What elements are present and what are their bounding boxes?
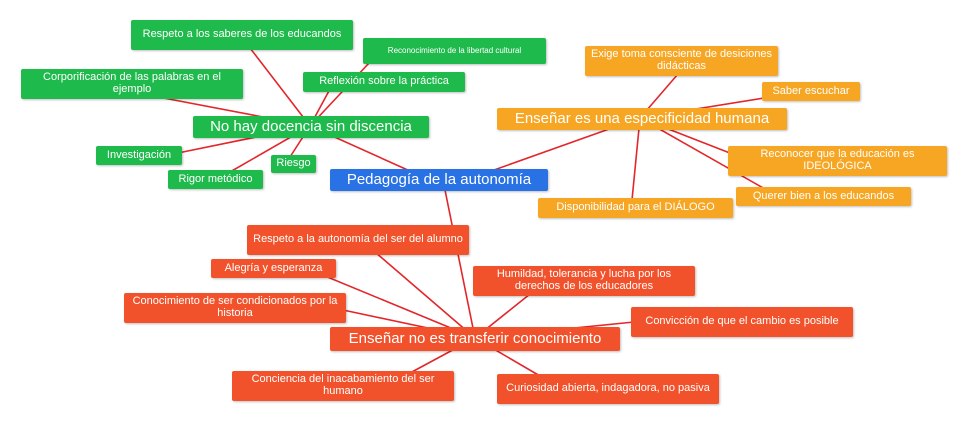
leaf-corporificacion[interactable]: Corporificación de las palabras en el ejemplo — [21, 69, 243, 99]
leaf-saber-escuchar[interactable]: Saber escuchar — [762, 82, 860, 101]
leaf-reflexion[interactable]: Reflexión sobre la práctica — [303, 72, 465, 92]
leaf-curiosidad[interactable]: Curiosidad abierta, indagadora, no pasiva — [497, 374, 719, 404]
leaf-cambio-posible[interactable]: Convicción de que el cambio es posible — [631, 307, 853, 337]
leaf-respeto-autonomia[interactable]: Respeto a la autonomía del ser del alumno — [247, 225, 469, 255]
leaf-querer-bien[interactable]: Querer bien a los educandos — [736, 187, 911, 206]
branch-no-hay-docencia[interactable]: No hay docencia sin discencia — [193, 116, 429, 138]
leaf-alegria-esperanza[interactable]: Alegría y esperanza — [211, 259, 336, 278]
leaf-educacion-ideologica[interactable]: Reconocer que la educación es IDEOLÓGICA — [728, 146, 947, 176]
branch-especificidad-humana[interactable]: Enseñar es una especificidad humana — [497, 108, 787, 130]
leaf-rigor-metodico[interactable]: Rigor metódico — [168, 170, 263, 189]
connector-n-doc-g0 — [250, 48, 310, 126]
leaf-inacabamiento[interactable]: Conciencia del inacabamiento del ser humano — [232, 371, 454, 401]
leaf-decisiones-didacticas[interactable]: Exige toma consciente de desiciones didácticas — [585, 46, 778, 76]
leaf-dialogo[interactable]: Disponibilidad para el DIÁLOGO — [538, 198, 733, 218]
leaf-investigacion[interactable]: Investigación — [96, 146, 182, 165]
leaf-libertad-cultural[interactable]: Reconocimiento de la libertad cultural — [363, 38, 546, 64]
branch-transferir-conocimiento[interactable]: Enseñar no es transferir conocimiento — [330, 327, 620, 351]
central-topic[interactable]: Pedagogía de la autonomía — [330, 169, 548, 191]
leaf-riesgo[interactable]: Riesgo — [271, 155, 316, 173]
leaf-humildad-tolerancia[interactable]: Humildad, tolerancia y lucha por los derechos de los educadores — [473, 266, 695, 296]
connector-n-esp-o4 — [632, 118, 640, 200]
leaf-condicionados-historia[interactable]: Conocimiento de ser condicionados por la historia — [124, 293, 346, 323]
leaf-respeto-saberes[interactable]: Respeto a los saberes de los educandos — [131, 20, 353, 50]
